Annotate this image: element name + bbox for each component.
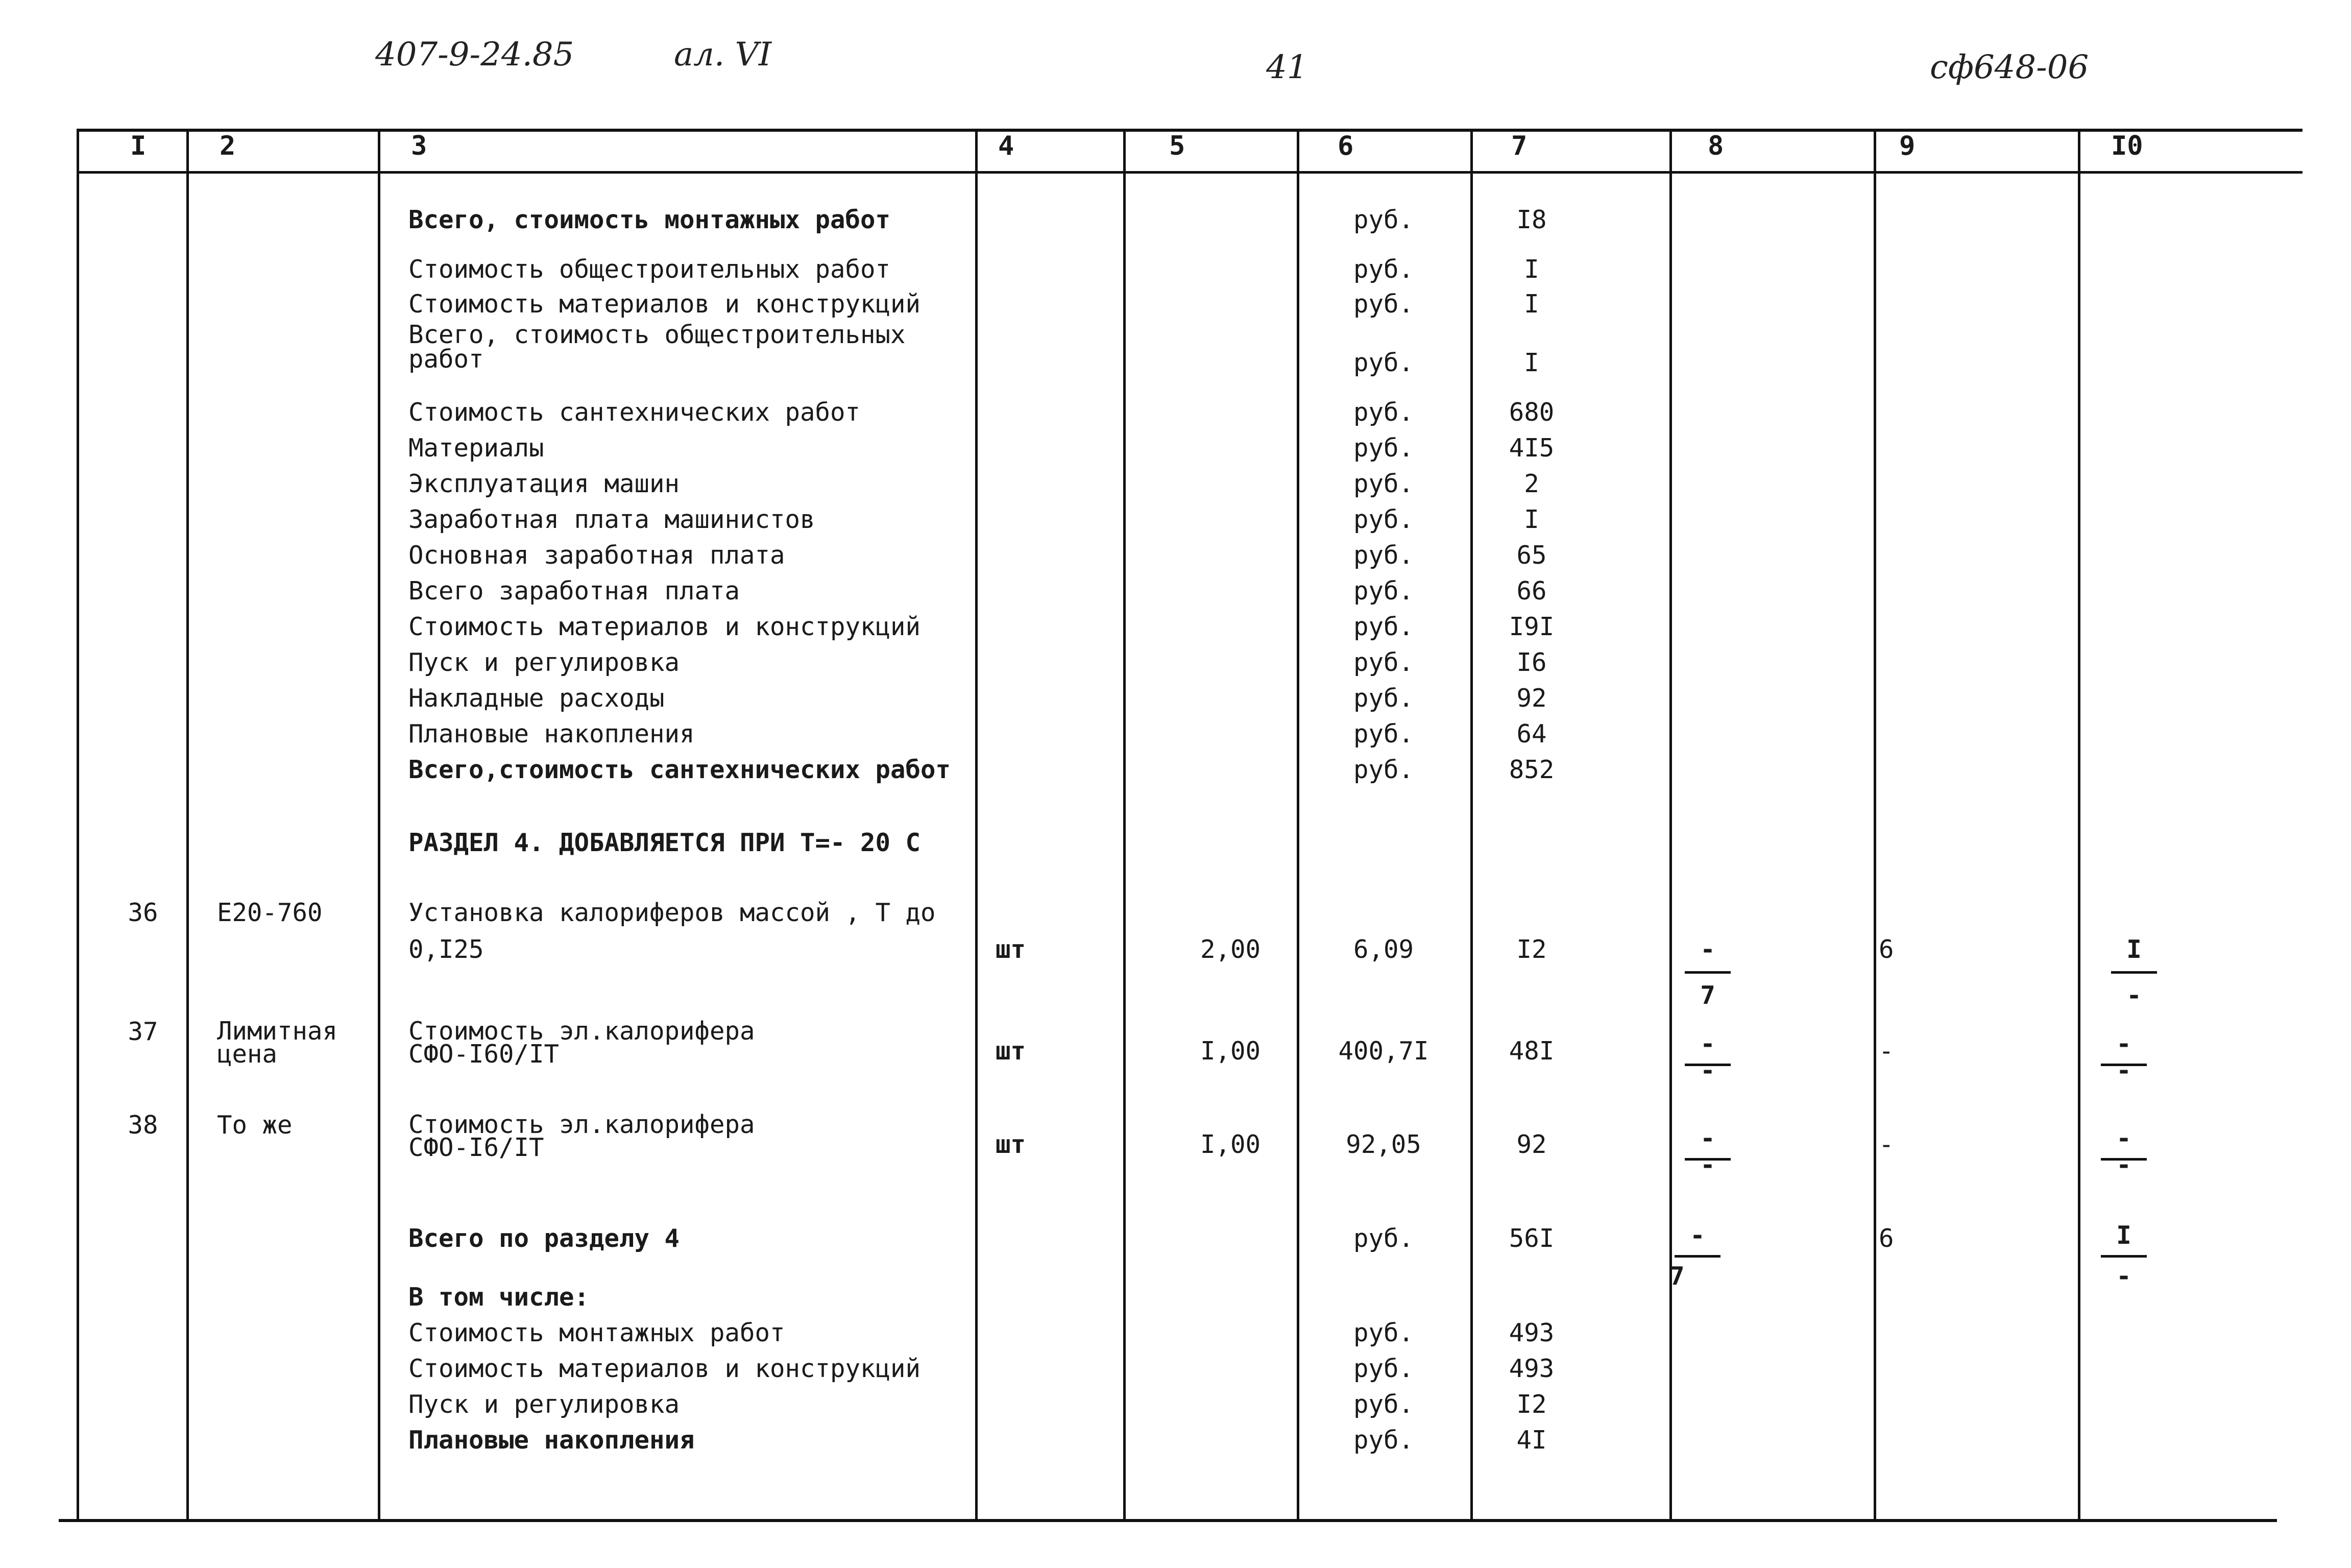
table-row — [0, 466, 2351, 502]
row-value: 852 — [1509, 755, 1555, 784]
table-row — [0, 680, 2351, 717]
row-name: Эксплуатация машин — [408, 469, 680, 498]
row-unit: руб. — [1353, 648, 1414, 677]
row-unit: руб. — [1353, 348, 1414, 377]
row-unit: руб. — [1353, 755, 1414, 784]
row-name: Плановые накопления — [408, 719, 695, 749]
header-col-5: 5 — [1169, 131, 1185, 161]
row-value: I9I — [1509, 612, 1555, 641]
table-bottom-border — [59, 1519, 2277, 1522]
row-name: Материалы — [408, 433, 544, 463]
table-row — [0, 752, 2351, 788]
item-code: То же — [217, 1111, 293, 1140]
header-col-6: 6 — [1338, 131, 1354, 161]
section-total-unit: руб. — [1353, 1224, 1414, 1253]
row-unit: руб. — [1353, 469, 1414, 498]
fraction-denominator: 7 — [1669, 1262, 1685, 1291]
row-name: Стоимость общестроительных работ — [408, 255, 891, 284]
section-total-col9: 6 — [1879, 1224, 1894, 1253]
fraction-numerator: - — [2116, 1029, 2131, 1058]
item-price: 400,7I — [1338, 1036, 1429, 1066]
item-col10-fraction — [2096, 1124, 2152, 1220]
table-row — [0, 1386, 2351, 1423]
item-total: 92 — [1516, 1130, 1547, 1159]
row-value: 493 — [1509, 1354, 1555, 1383]
row-name: Всего, стоимость общестроительных — [408, 320, 906, 349]
row-value: I6 — [1516, 648, 1547, 677]
header-col-7: 7 — [1511, 131, 1528, 161]
row-name-continuation: работ — [408, 345, 484, 374]
row-name: Стоимость материалов и конструкций — [408, 612, 921, 641]
row-value: I2 — [1516, 1390, 1547, 1419]
sheet-code-note: сф648-06 — [1930, 49, 2089, 86]
item-col9: 6 — [1879, 935, 1894, 964]
row-unit: руб. — [1353, 398, 1414, 427]
row-name: Стоимость монтажных работ — [408, 1318, 785, 1347]
header-bottom-border — [77, 171, 2302, 174]
item-quantity: 2,00 — [1200, 935, 1261, 964]
row-unit: руб. — [1353, 1426, 1414, 1455]
item-name: Установка калориферов массой , Т до — [408, 898, 936, 927]
table-row — [0, 501, 2351, 538]
row-unit: руб. — [1353, 1318, 1414, 1347]
row-value: I — [1524, 290, 1539, 319]
item-quantity: I,00 — [1200, 1130, 1261, 1159]
fraction-numerator: I — [2116, 1221, 2131, 1250]
item-col10-fraction — [2106, 934, 2162, 1026]
row-unit: руб. — [1353, 290, 1414, 319]
header-col-8: 8 — [1708, 131, 1724, 161]
row-value: 66 — [1516, 576, 1547, 606]
fraction-denominator: - — [2116, 1150, 2131, 1179]
row-name: Пуск и регулировка — [408, 1390, 680, 1419]
item-unit: шт — [996, 1130, 1026, 1159]
fraction-bar — [1685, 971, 1731, 974]
item-col9: - — [1879, 1130, 1894, 1159]
item-code: Е20-760 — [217, 898, 323, 927]
row-name: Стоимость материалов и конструкций — [408, 290, 921, 319]
table-row — [0, 1350, 2351, 1387]
table-row — [0, 537, 2351, 574]
table-row — [0, 1107, 2351, 1163]
row-unit: руб. — [1353, 719, 1414, 749]
row-name: Основная заработная плата — [408, 541, 785, 570]
page-number-note: 41 — [1266, 49, 1308, 86]
row-unit: руб. — [1353, 205, 1414, 234]
row-unit: руб. — [1353, 505, 1414, 534]
item-price: 6,09 — [1353, 935, 1414, 964]
fraction-numerator: - — [2116, 1124, 2131, 1153]
table-row — [0, 430, 2351, 467]
table-row — [0, 573, 2351, 610]
fraction-bar — [1675, 1255, 1720, 1258]
fraction-denominator: - — [1700, 1150, 1715, 1179]
item-price: 92,05 — [1346, 1130, 1421, 1159]
project-code-note: 407-9-24.85 — [375, 36, 574, 74]
row-value: 64 — [1516, 719, 1547, 749]
item-name: Стоимость эл.калорифера — [408, 1110, 755, 1139]
table-row — [0, 394, 2351, 431]
item-total: 48I — [1509, 1036, 1555, 1066]
header-col-3: 3 — [411, 131, 427, 161]
row-name: Плановые накопления — [408, 1426, 695, 1455]
item-name-continuation: 0,I25 — [408, 935, 484, 964]
fraction-numerator: - — [1700, 1124, 1715, 1153]
row-value: I — [1524, 255, 1539, 284]
row-name: Всего, стоимость монтажных работ — [408, 205, 891, 234]
row-value: 4I5 — [1509, 433, 1555, 463]
row-value: 680 — [1509, 398, 1555, 427]
row-unit: руб. — [1353, 541, 1414, 570]
row-unit: руб. — [1353, 1390, 1414, 1419]
table-row — [0, 716, 2351, 753]
table-row — [0, 202, 2351, 238]
item-code-continuation: цена — [217, 1040, 278, 1069]
row-unit: руб. — [1353, 612, 1414, 641]
table-top-border — [77, 129, 2302, 132]
header-col-9: 9 — [1899, 131, 1916, 161]
item-quantity: I,00 — [1200, 1036, 1261, 1066]
including-label-row — [0, 1279, 2351, 1316]
fraction-denominator: - — [1700, 1056, 1715, 1085]
album-note: ал. VI — [674, 36, 772, 74]
item-col9: - — [1879, 1036, 1894, 1066]
item-unit: шт — [996, 935, 1026, 964]
item-name-continuation: СФО-I60/IТ — [408, 1040, 560, 1069]
fraction-bar — [2111, 971, 2157, 974]
row-value: 4I — [1516, 1426, 1547, 1455]
table-row — [0, 609, 2351, 645]
row-value: I8 — [1516, 205, 1547, 234]
header-col-1: I — [130, 131, 147, 161]
including-label: В том числе: — [408, 1283, 590, 1312]
row-name: Накладные расходы — [408, 684, 665, 713]
item-number: 37 — [128, 1017, 158, 1046]
row-name: Всего,стоимость сантехнических работ — [408, 755, 951, 784]
row-value: 493 — [1509, 1318, 1555, 1347]
item-total: I2 — [1516, 935, 1547, 964]
item-code: Лимитная — [217, 1017, 338, 1046]
fraction-numerator: I — [2126, 935, 2142, 964]
row-unit: руб. — [1353, 255, 1414, 284]
row-value: 92 — [1516, 684, 1547, 713]
row-value: 65 — [1516, 541, 1547, 570]
table-row — [0, 251, 2351, 288]
item-number: 38 — [128, 1111, 158, 1140]
section-title: РАЗДЕЛ 4. ДОБАВЛЯЕТСЯ ПРИ Т=- 20 С — [408, 828, 921, 857]
item-col8-fraction — [1680, 934, 1736, 1026]
section-heading-row — [0, 825, 2351, 861]
table-row — [0, 895, 2351, 971]
row-value: I — [1524, 505, 1539, 534]
section-total-value: 56I — [1509, 1224, 1555, 1253]
header-col-2: 2 — [220, 131, 236, 161]
fraction-denominator: - — [2126, 981, 2142, 1010]
item-name-continuation: СФО-I6/IТ — [408, 1133, 544, 1162]
item-name: Стоимость эл.калорифера — [408, 1017, 755, 1046]
section-total-row — [0, 1220, 2351, 1257]
row-name: Заработная плата машинистов — [408, 505, 815, 534]
row-name: Пуск и регулировка — [408, 648, 680, 677]
header-col-10: I0 — [2111, 131, 2143, 161]
fraction-bar — [2101, 1255, 2147, 1258]
table-row — [0, 1315, 2351, 1352]
row-unit: руб. — [1353, 576, 1414, 606]
fraction-numerator: - — [1700, 935, 1715, 964]
table-row — [0, 1014, 2351, 1070]
fraction-denominator: 7 — [1700, 981, 1715, 1010]
fraction-denominator: - — [2116, 1056, 2131, 1085]
section-total-name: Всего по разделу 4 — [408, 1224, 680, 1253]
row-unit: руб. — [1353, 684, 1414, 713]
table-row — [0, 1422, 2351, 1459]
row-value: 2 — [1524, 469, 1539, 498]
table-row — [0, 286, 2351, 323]
item-col8-fraction — [1680, 1124, 1736, 1220]
header-col-4: 4 — [998, 131, 1014, 161]
fraction-numerator: - — [1700, 1029, 1715, 1058]
fraction-denominator: - — [2116, 1262, 2131, 1291]
row-value: I — [1524, 348, 1539, 377]
table-row — [0, 322, 2351, 383]
row-name: Стоимость сантехнических работ — [408, 398, 861, 427]
row-unit: руб. — [1353, 433, 1414, 463]
fraction-numerator: - — [1690, 1221, 1705, 1250]
table-row — [0, 644, 2351, 681]
row-name: Стоимость материалов и конструкций — [408, 1354, 921, 1383]
row-unit: руб. — [1353, 1354, 1414, 1383]
item-number: 36 — [128, 898, 158, 927]
item-unit: шт — [996, 1036, 1026, 1066]
row-name: Всего заработная плата — [408, 576, 740, 606]
